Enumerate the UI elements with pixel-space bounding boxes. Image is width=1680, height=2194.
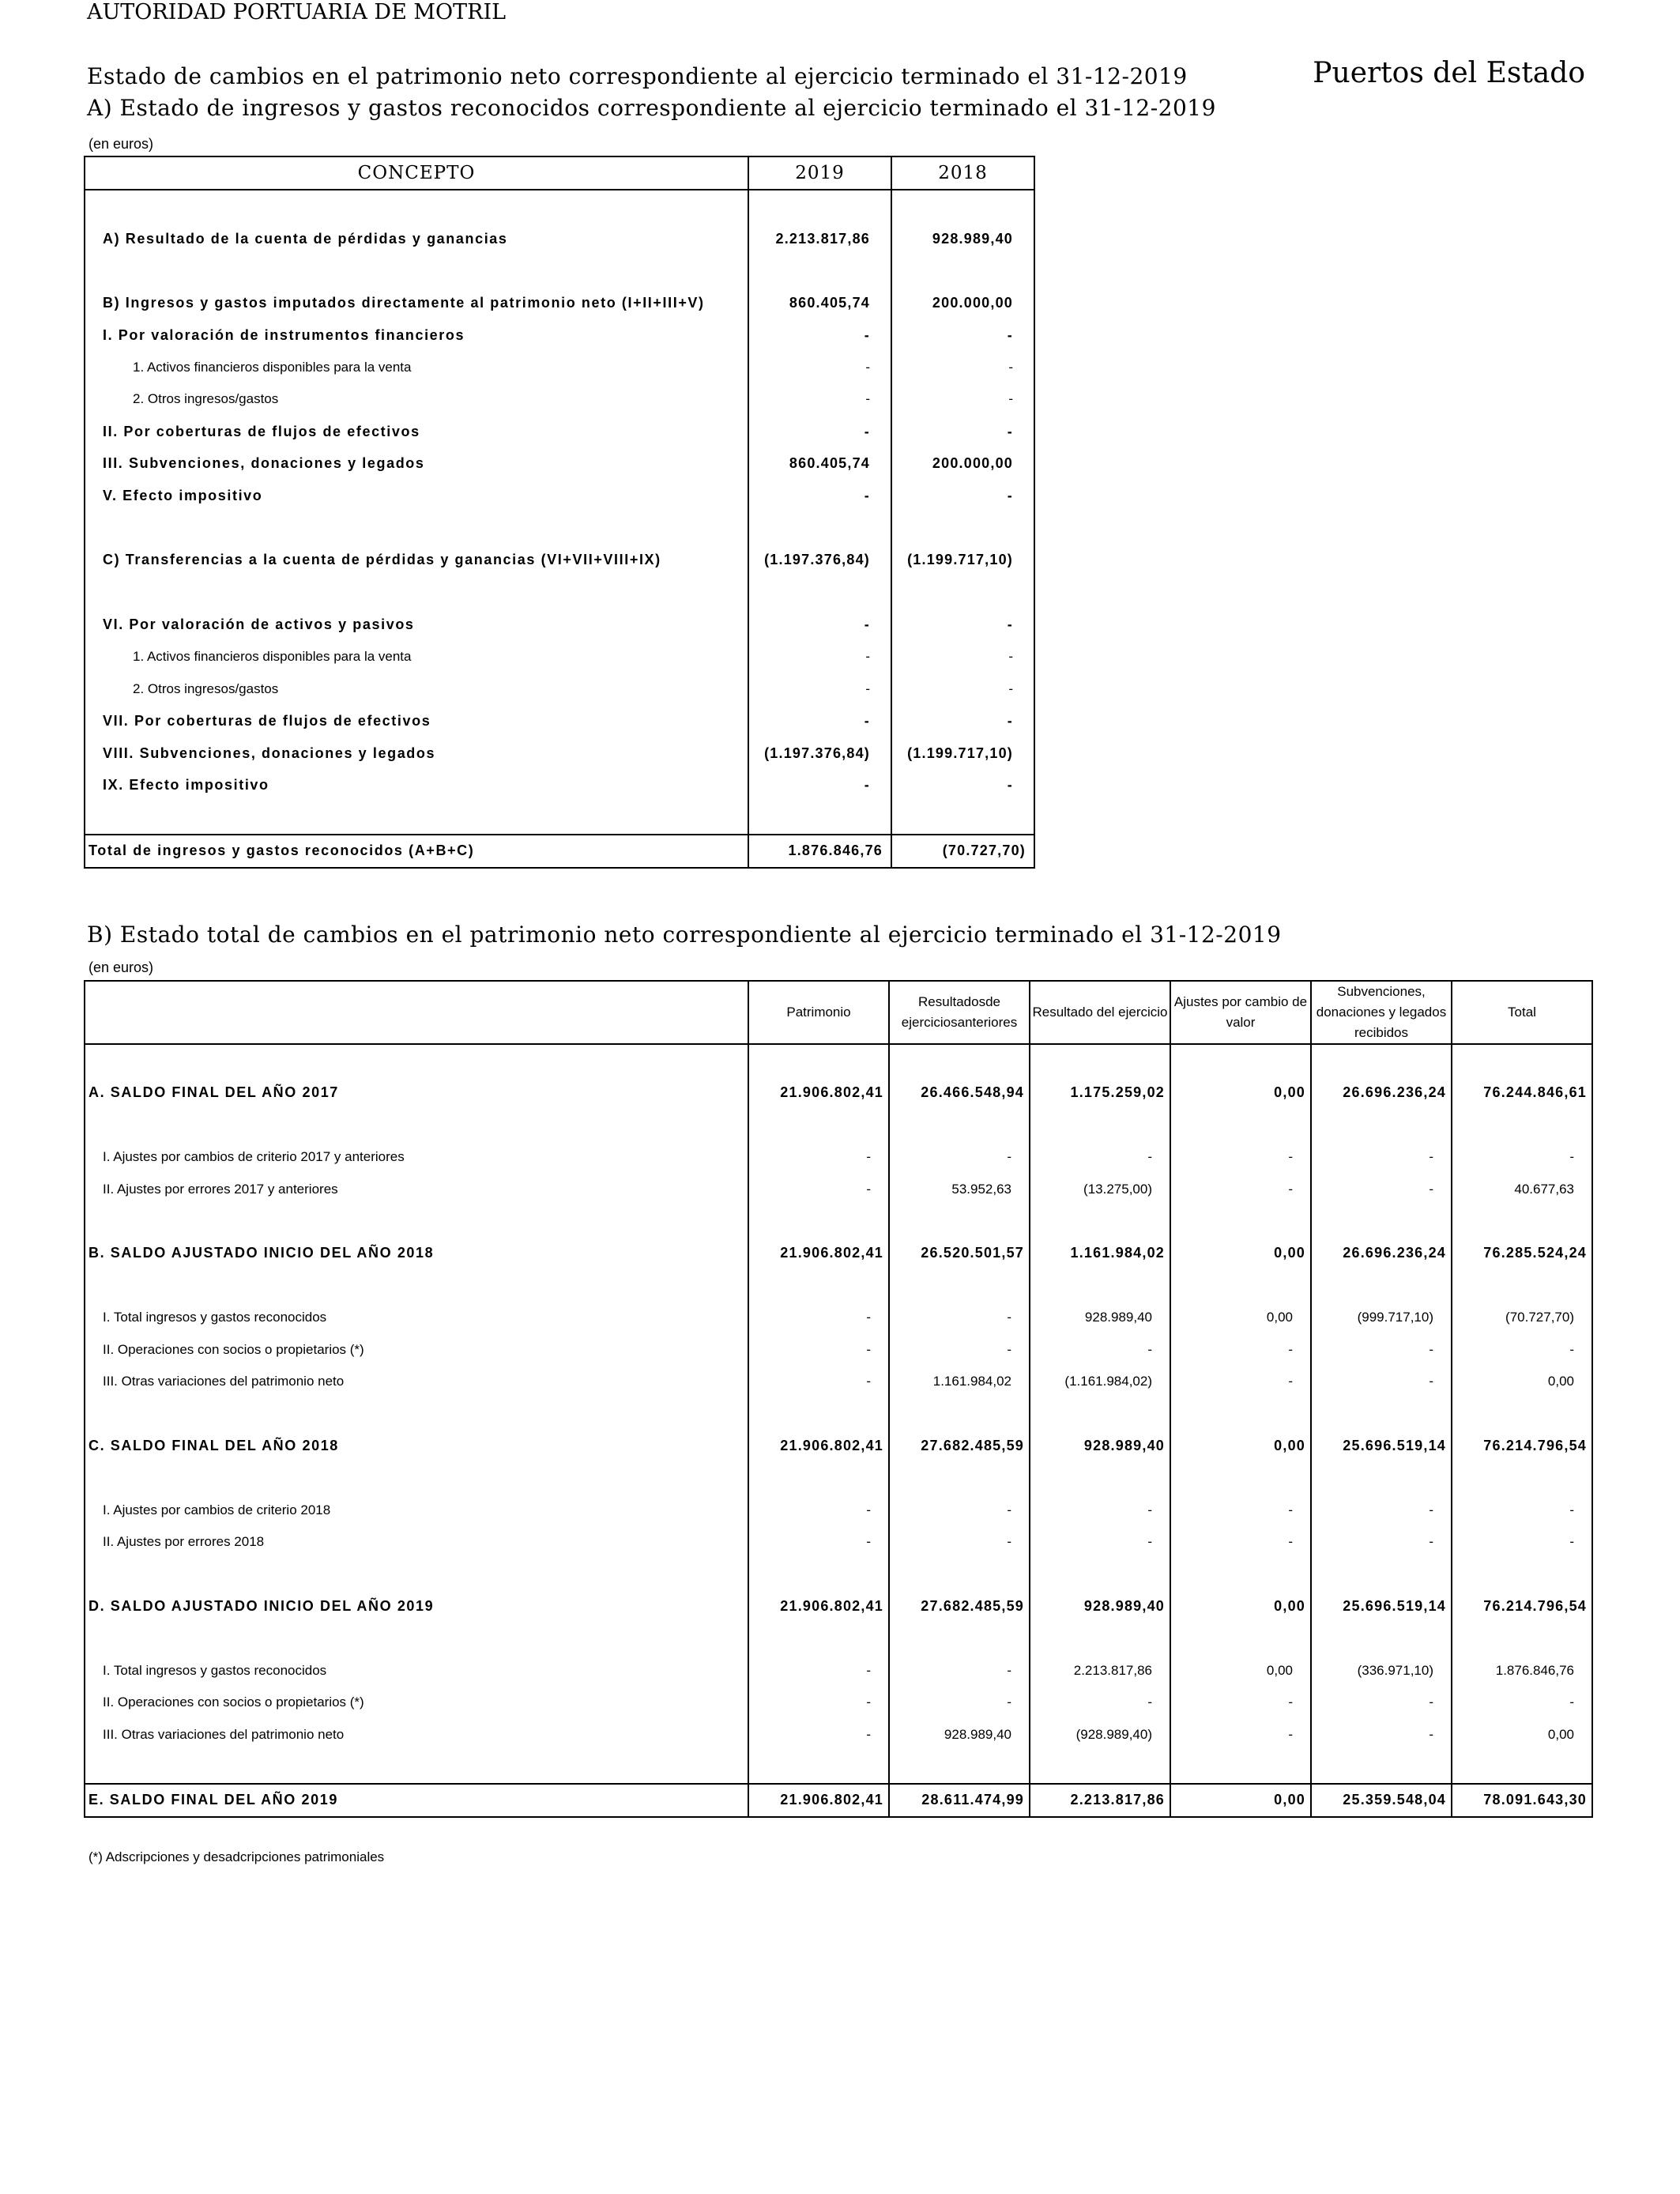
row-value: 0,00 [1170, 1430, 1311, 1462]
row-value: 26.466.548,94 [889, 1077, 1030, 1110]
total-label: Total de ingresos y gastos reconocidos (A+B+C) [85, 835, 748, 868]
value-2018: - [891, 319, 1034, 352]
value-2018: - [891, 705, 1034, 737]
table-row [85, 1526, 1592, 1559]
row-label: I. Ajustes por cambios de criterio 2017 y anteriores [103, 1149, 405, 1165]
row-value: 76.244.846,61 [1452, 1077, 1592, 1110]
row-label: C) Transferencias a la cuenta de pérdidas y ganancias (VI+VII+VIII+IX) [103, 552, 661, 568]
row-value: 76.214.796,54 [1452, 1430, 1592, 1462]
table-row [85, 416, 1034, 448]
row-value: - [748, 1718, 889, 1751]
row-value: 0,00 [1170, 1590, 1311, 1623]
row-label: III. Subvenciones, donaciones y legados [103, 455, 425, 472]
table-row [85, 609, 1034, 641]
header-ajustes-valor: Ajustes por cambio de valor [1170, 981, 1311, 1044]
row-value: - [1170, 1687, 1311, 1719]
row-value: 76.285.524,24 [1452, 1238, 1592, 1270]
value-2019: 860.405,74 [748, 448, 891, 481]
value-2019: - [748, 383, 891, 416]
row-label: 1. Activos financieros disponibles para la venta [133, 359, 412, 375]
row-value: 1.876.846,76 [1452, 1654, 1592, 1687]
spacer-row [85, 801, 1034, 835]
value-2019: (1.197.376,84) [748, 545, 891, 577]
row-value: - [1030, 1687, 1170, 1719]
income-expense-table [84, 156, 1035, 869]
row-value: - [1452, 1687, 1592, 1719]
table-row [85, 1333, 1592, 1366]
spacer-row [85, 254, 1034, 287]
header-resultado-ejercicio: Resultado del ejercicio [1030, 981, 1170, 1044]
row-value: 40.677,63 [1452, 1173, 1592, 1205]
row-value: - [1030, 1526, 1170, 1559]
row-label: II. Por coberturas de flujos de efectivos [103, 423, 420, 439]
row-value: 27.682.485,59 [889, 1590, 1030, 1623]
row-value: - [748, 1366, 889, 1398]
value-2019: - [748, 416, 891, 448]
value-2019: - [748, 609, 891, 641]
value-2018: 200.000,00 [891, 287, 1034, 319]
footnote: (*) Adscripciones y desadcripciones patrimoniales [89, 1849, 385, 1864]
row-value: - [889, 1494, 1030, 1526]
table-row [85, 673, 1034, 705]
row-label: I. Total ingresos y gastos reconocidos [103, 1310, 327, 1325]
table-row [85, 1654, 1592, 1687]
row-value: - [1170, 1173, 1311, 1205]
row-label: II. Operaciones con socios o propietarios (*) [103, 1695, 364, 1710]
row-value: - [748, 1526, 889, 1559]
row-value: 2.213.817,86 [1030, 1784, 1170, 1817]
total-row [85, 835, 1034, 868]
brand-name: Puertos del Estado [1313, 57, 1585, 89]
spacer-row [85, 1559, 1592, 1591]
value-2018: - [891, 769, 1034, 801]
row-value: - [1452, 1141, 1592, 1174]
row-label: 2. Otros ingresos/gastos [133, 680, 279, 696]
row-value: - [1030, 1494, 1170, 1526]
row-value: (1.161.984,02) [1030, 1366, 1170, 1398]
table-row [85, 1366, 1592, 1398]
row-value: (928.989,40) [1030, 1718, 1170, 1751]
row-value: - [1311, 1718, 1452, 1751]
value-2018: - [891, 609, 1034, 641]
organization-name: AUTORIDAD PORTUARIA DE MOTRIL [87, 0, 507, 25]
table-row [85, 1590, 1592, 1623]
value-2019: 2.213.817,86 [748, 223, 891, 255]
table-row [85, 705, 1034, 737]
table-header-row [85, 981, 1592, 1044]
row-value: 1.161.984,02 [1030, 1238, 1170, 1270]
row-value: - [1030, 1333, 1170, 1366]
header-total: Total [1452, 981, 1592, 1044]
row-label: D. SALDO AJUSTADO INICIO DEL AÑO 2019 [89, 1597, 435, 1614]
section-a-title: A) Estado de ingresos y gastos reconocidos correspondiente al ejercicio terminado el 31-12-2019 [87, 95, 1216, 121]
value-2019: - [748, 641, 891, 673]
value-2018: - [891, 480, 1034, 512]
spacer-row [85, 1462, 1592, 1495]
row-value: 1.175.259,02 [1030, 1077, 1170, 1110]
row-value: - [1170, 1333, 1311, 1366]
row-value: - [748, 1141, 889, 1174]
row-value: 28.611.474,99 [889, 1784, 1030, 1817]
row-value: - [748, 1302, 889, 1334]
header-resultados-anteriores: Resultadosde ejerciciosanteriores [889, 981, 1030, 1044]
row-value: - [1170, 1526, 1311, 1559]
table-row [85, 1077, 1592, 1110]
spacer-row [85, 1398, 1592, 1431]
row-value: - [748, 1173, 889, 1205]
row-value: 25.359.548,04 [1311, 1784, 1452, 1817]
row-value: 78.091.643,30 [1452, 1784, 1592, 1817]
header-2018: 2018 [891, 156, 1034, 190]
section-a-unit: (en euros) [89, 136, 154, 152]
header-patrimonio: Patrimonio [748, 981, 889, 1044]
row-value: 21.906.802,41 [748, 1784, 889, 1817]
row-value: 25.696.519,14 [1311, 1590, 1452, 1623]
row-value: 0,00 [1170, 1238, 1311, 1270]
row-label: C. SALDO FINAL DEL AÑO 2018 [89, 1437, 339, 1453]
value-2018: - [891, 351, 1034, 383]
spacer-row [85, 1205, 1592, 1238]
row-label: A) Resultado de la cuenta de pérdidas y ganancias [103, 230, 508, 247]
row-label: I. Ajustes por cambios de criterio 2018 [103, 1502, 331, 1517]
value-2019: - [748, 351, 891, 383]
row-label: A. SALDO FINAL DEL AÑO 2017 [89, 1084, 339, 1101]
row-value: - [889, 1302, 1030, 1334]
value-2018: - [891, 383, 1034, 416]
row-value: 26.520.501,57 [889, 1238, 1030, 1270]
row-value: 26.696.236,24 [1311, 1238, 1452, 1270]
value-2019: - [748, 705, 891, 737]
table-row [85, 1302, 1592, 1334]
row-value: 21.906.802,41 [748, 1238, 889, 1270]
total-2019: 1.876.846,76 [748, 835, 891, 868]
row-label: B) Ingresos y gastos imputados directamente al patrimonio neto (I+II+III+V) [103, 294, 705, 311]
spacer-row [85, 190, 1034, 223]
row-value: (13.275,00) [1030, 1173, 1170, 1205]
row-value: 928.989,40 [1030, 1430, 1170, 1462]
header-concepto: CONCEPTO [85, 156, 748, 190]
row-value: 76.214.796,54 [1452, 1590, 1592, 1623]
row-value: - [748, 1494, 889, 1526]
row-value: - [748, 1654, 889, 1687]
value-2019: - [748, 319, 891, 352]
row-value: - [1452, 1494, 1592, 1526]
value-2018: (1.199.717,10) [891, 545, 1034, 577]
table-row [85, 351, 1034, 383]
row-value: 27.682.485,59 [889, 1430, 1030, 1462]
value-2018: (1.199.717,10) [891, 737, 1034, 770]
row-value: - [1170, 1141, 1311, 1174]
row-value: - [1311, 1333, 1452, 1366]
value-2019: - [748, 480, 891, 512]
spacer-row [85, 576, 1034, 609]
row-label: I. Total ingresos y gastos reconocidos [103, 1662, 327, 1678]
header-concept-blank [85, 981, 748, 1044]
row-value: - [1452, 1526, 1592, 1559]
table-row [85, 448, 1034, 481]
row-label: II. Ajustes por errores 2017 y anteriores [103, 1181, 338, 1197]
table-row [85, 641, 1034, 673]
row-label: VIII. Subvenciones, donaciones y legados [103, 745, 436, 761]
table-row [85, 1173, 1592, 1205]
value-2018: - [891, 416, 1034, 448]
row-value: 1.161.984,02 [889, 1366, 1030, 1398]
row-value: (70.727,70) [1452, 1302, 1592, 1334]
row-value: - [1170, 1718, 1311, 1751]
total-2018: (70.727,70) [891, 835, 1034, 868]
table-row [85, 319, 1034, 352]
total-row [85, 1784, 1592, 1817]
row-label: IX. Efecto impositivo [103, 777, 269, 794]
row-value: - [1311, 1526, 1452, 1559]
row-value: - [1311, 1141, 1452, 1174]
row-value: - [1311, 1173, 1452, 1205]
value-2018: - [891, 641, 1034, 673]
row-value: - [889, 1141, 1030, 1174]
section-b-unit: (en euros) [89, 959, 154, 975]
row-value: 0,00 [1170, 1784, 1311, 1817]
row-value: - [889, 1526, 1030, 1559]
row-value: (336.971,10) [1311, 1654, 1452, 1687]
table-row [85, 737, 1034, 770]
row-label: III. Otras variaciones del patrimonio neto [103, 1374, 345, 1389]
table-row [85, 1141, 1592, 1174]
value-2018: 928.989,40 [891, 223, 1034, 255]
table-row [85, 287, 1034, 319]
value-2018: 200.000,00 [891, 448, 1034, 481]
table-row [85, 1494, 1592, 1526]
spacer-row [85, 1751, 1592, 1784]
row-label: VI. Por valoración de activos y pasivos [103, 616, 415, 632]
row-value: - [748, 1333, 889, 1366]
row-value: 21.906.802,41 [748, 1590, 889, 1623]
row-label: I. Por valoración de instrumentos financieros [103, 326, 465, 343]
spacer-row [85, 1109, 1592, 1141]
row-value: 928.989,40 [1030, 1590, 1170, 1623]
spacer-row [85, 512, 1034, 545]
row-value: - [1452, 1333, 1592, 1366]
row-label: II. Ajustes por errores 2018 [103, 1534, 265, 1550]
row-label: B. SALDO AJUSTADO INICIO DEL AÑO 2018 [89, 1245, 435, 1261]
table-row [85, 383, 1034, 416]
row-label: 2. Otros ingresos/gastos [133, 391, 279, 407]
row-value: 928.989,40 [889, 1718, 1030, 1751]
row-value: 53.952,63 [889, 1173, 1030, 1205]
row-value: - [889, 1333, 1030, 1366]
row-value: - [748, 1687, 889, 1719]
row-label: V. Efecto impositivo [103, 488, 263, 504]
row-value: - [889, 1654, 1030, 1687]
row-value: 0,00 [1452, 1718, 1592, 1751]
equity-changes-table [84, 980, 1593, 1818]
row-value: - [1311, 1366, 1452, 1398]
table-row [85, 1687, 1592, 1719]
row-value: 0,00 [1170, 1654, 1311, 1687]
value-2019: (1.197.376,84) [748, 737, 891, 770]
spacer-row [85, 1269, 1592, 1302]
row-value: - [889, 1687, 1030, 1719]
value-2018: - [891, 673, 1034, 705]
row-label: 1. Activos financieros disponibles para la venta [133, 648, 412, 664]
row-value: - [1170, 1366, 1311, 1398]
statement-title: Estado de cambios en el patrimonio neto correspondiente al ejercicio terminado el 31-12-2019 [87, 63, 1188, 89]
header-2019: 2019 [748, 156, 891, 190]
row-value: - [1170, 1494, 1311, 1526]
table-row [85, 1718, 1592, 1751]
row-value: 25.696.519,14 [1311, 1430, 1452, 1462]
table-row [85, 769, 1034, 801]
table-row [85, 223, 1034, 255]
table-row [85, 480, 1034, 512]
row-value: 2.213.817,86 [1030, 1654, 1170, 1687]
table-row [85, 545, 1034, 577]
row-label: VII. Por coberturas de flujos de efectivos [103, 712, 431, 729]
table-header-row [85, 156, 1034, 190]
header-subvenciones: Subvenciones, donaciones y legados recibidos [1311, 981, 1452, 1044]
row-label: III. Otras variaciones del patrimonio neto [103, 1726, 345, 1742]
spacer-row [85, 1044, 1592, 1077]
table-row [85, 1430, 1592, 1462]
row-value: 928.989,40 [1030, 1302, 1170, 1334]
table-row [85, 1238, 1592, 1270]
value-2019: 860.405,74 [748, 287, 891, 319]
spacer-row [85, 1623, 1592, 1655]
row-value: 0,00 [1170, 1077, 1311, 1110]
value-2019: - [748, 769, 891, 801]
row-value: - [1311, 1494, 1452, 1526]
row-value: 0,00 [1170, 1302, 1311, 1334]
row-value: 0,00 [1452, 1366, 1592, 1398]
row-value: 21.906.802,41 [748, 1430, 889, 1462]
value-2019: - [748, 673, 891, 705]
row-value: - [1030, 1141, 1170, 1174]
row-value: - [1311, 1687, 1452, 1719]
row-value: 21.906.802,41 [748, 1077, 889, 1110]
row-label: E. SALDO FINAL DEL AÑO 2019 [85, 1784, 748, 1817]
row-value: 26.696.236,24 [1311, 1077, 1452, 1110]
row-label: II. Operaciones con socios o propietarios (*) [103, 1341, 364, 1357]
row-value: (999.717,10) [1311, 1302, 1452, 1334]
section-b-title: B) Estado total de cambios en el patrimonio neto correspondiente al ejercicio terminado el 31-12-2019 [87, 922, 1282, 948]
